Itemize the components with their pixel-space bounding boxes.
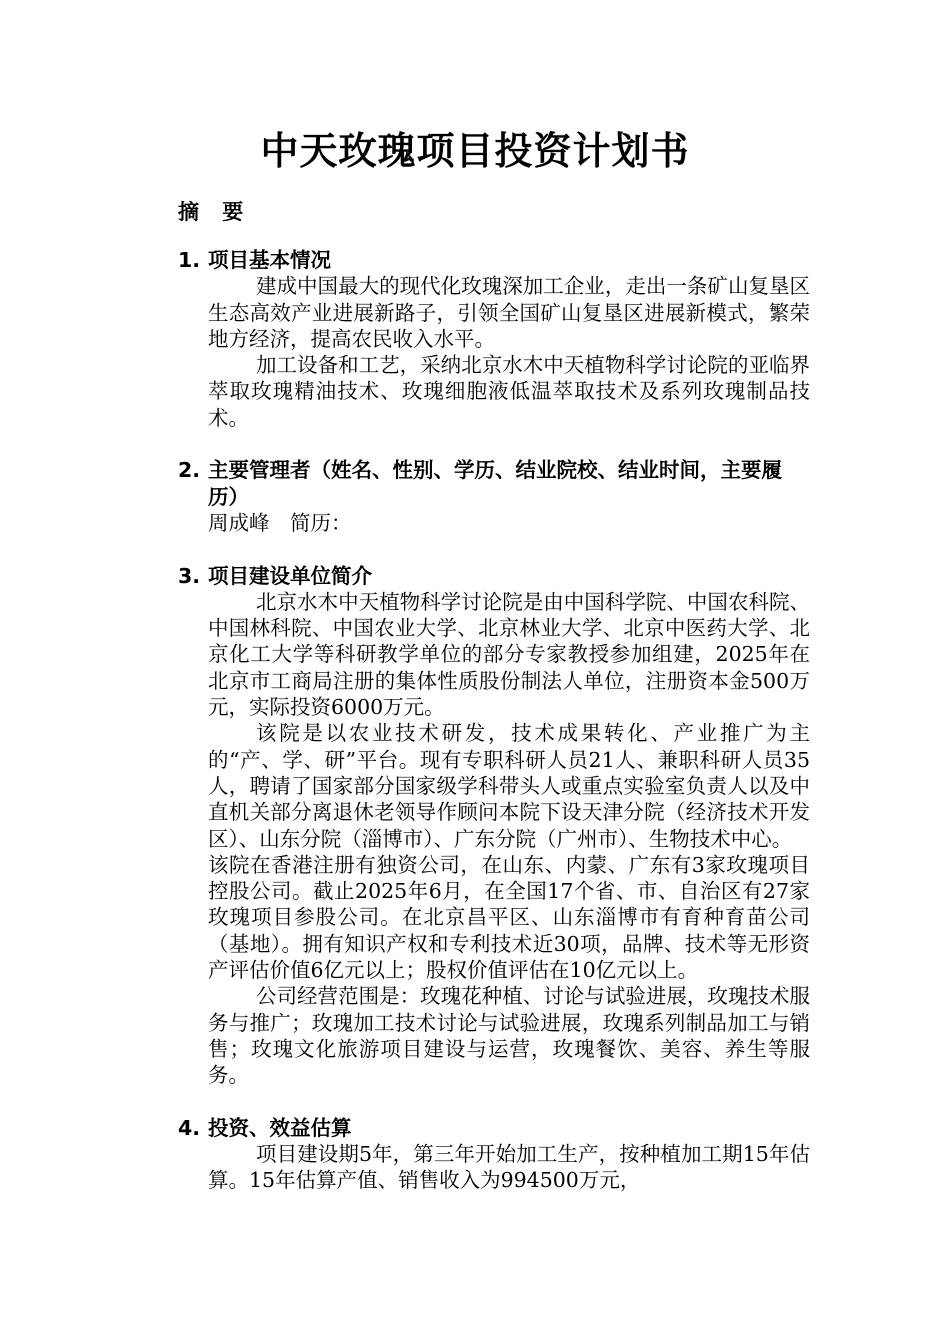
section-number: 2. bbox=[178, 458, 201, 483]
paragraph: 项目建设期5年，第三年开始加工生产，按种植加工期15年估算。15年估算产值、销售收入为994500万元， bbox=[208, 1142, 810, 1193]
paragraph: 该院在香港注册有独资公司，在山东、内蒙、广东有3家玫瑰项目控股公司。截止2025年6月，在全国17个省、市、自治区有27家玫瑰项目参股公司。在北京昌平区、山东淄博市有育种育苗公司（基地）。拥有知识产权和专利技术近30项，品牌、技术等无形资产评估价值6亿元以上；股权价值评估在10亿元以上。 bbox=[208, 852, 810, 983]
section-number: 1. bbox=[178, 248, 201, 272]
section-heading bbox=[178, 457, 810, 510]
section-title: 投资、效益估算 bbox=[208, 1115, 352, 1140]
section-title: 项目建设单位简介 bbox=[208, 563, 372, 588]
section-heading bbox=[178, 1115, 810, 1141]
section-title: 主要管理者（姓名、性别、学历、结业院校、结业时间，主要履历） bbox=[208, 458, 782, 509]
paragraph: 加工设备和工艺，采纳北京水木中天植物科学讨论院的亚临界萃取玫瑰精油技术、玫瑰细胞液低温萃取技术及系列玫瑰制品技术。 bbox=[208, 353, 810, 430]
section-heading bbox=[178, 247, 810, 273]
paragraph: 建成中国最大的现代化玫瑰深加工企业，走出一条矿山复垦区生态高效产业进展新路子，引领全国矿山复垦区进展新模式，繁荣地方经济，提高农民收入水平。 bbox=[208, 274, 810, 351]
section-4 bbox=[178, 1115, 810, 1194]
document-body bbox=[178, 247, 810, 1220]
section-1 bbox=[178, 247, 810, 431]
abstract-label: 摘 要 bbox=[178, 200, 252, 224]
section-title: 项目基本情况 bbox=[208, 248, 331, 272]
section-3 bbox=[178, 563, 810, 1089]
paragraph: 周成峰 简历： bbox=[208, 510, 352, 535]
document-title: 中天玫瑰项目投资计划书 bbox=[260, 129, 690, 173]
section-heading bbox=[178, 563, 810, 589]
section-2 bbox=[178, 457, 810, 536]
paragraph: 北京水木中天植物科学讨论院是由中国科学院、中国农科院、中国林科院、中国农业大学、北京林业大学、北京中医药大学、北京化工大学等科研教学单位的部分专家教授参加组建，2025年在北京市工商局注册的集体性质股份制法人单位，注册资本金500万元，实际投资6000万元。 bbox=[208, 589, 810, 720]
paragraph: 该院是以农业技术研发，技术成果转化、产业推广为主的“产、学、研”平台。现有专职科研人员21人、兼职科研人员35人，聘请了国家部分国家级学科带头人或重点实验室负责人以及中直机关部分离退休老领导作顾问本院下设天津分院（经济技术开发区）、山东分院（淄博市）、广东分院（广州市）、生物技术中心。 bbox=[208, 721, 810, 851]
section-number: 3. bbox=[178, 563, 201, 588]
paragraph: 公司经营范围是：玫瑰花种植、讨论与试验进展，玫瑰技术服务与推广；玫瑰加工技术讨论与试验进展，玫瑰系列制品加工与销售；玫瑰文化旅游项目建设与运营，玫瑰餐饮、美容、养生等服务。 bbox=[208, 984, 810, 1088]
section-number: 4. bbox=[178, 1115, 201, 1140]
